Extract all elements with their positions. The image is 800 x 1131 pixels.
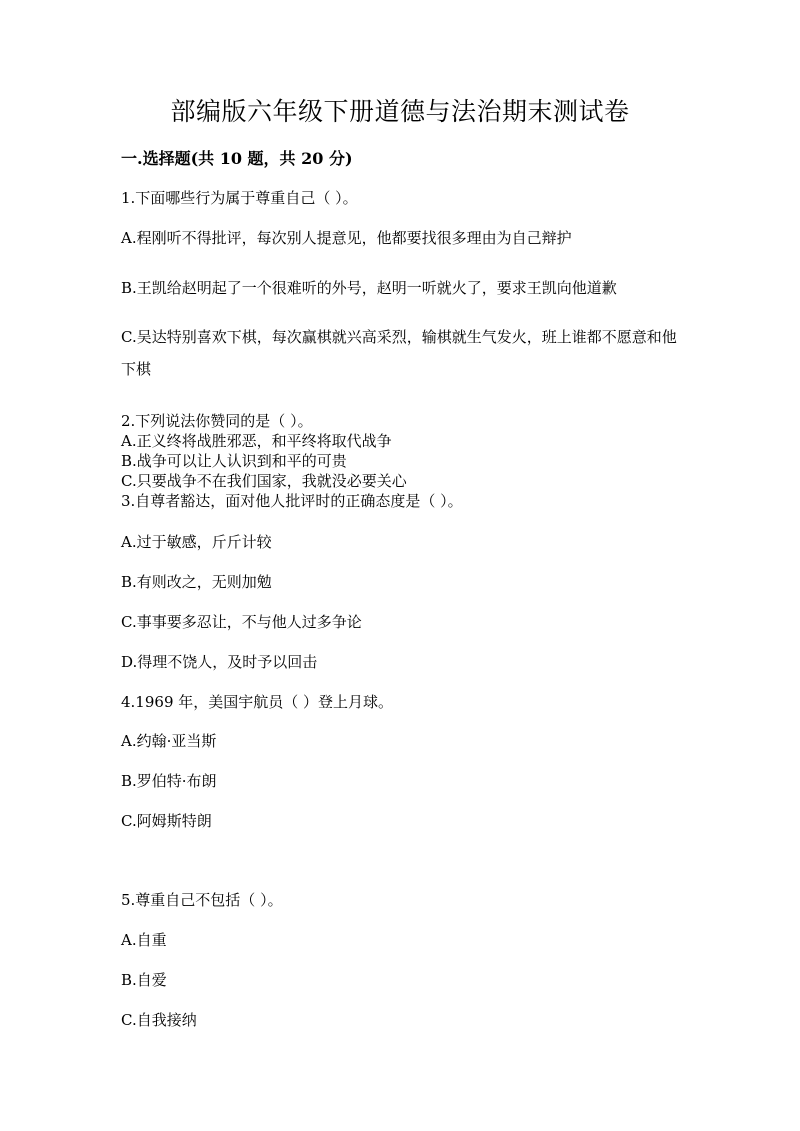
question-2-option-b: B.战争可以让人认识到和平的可贵 bbox=[121, 452, 347, 470]
question-2-option-a: A.正义终将战胜邪恶，和平终将取代战争 bbox=[121, 432, 392, 450]
question-1-option-b: B.王凯给赵明起了一个很难听的外号，赵明一听就火了，要求王凯向他道歉 bbox=[121, 279, 617, 297]
question-3-option-a: A.过于敏感，斤斤计较 bbox=[121, 533, 272, 551]
question-5-option-a: A.自重 bbox=[121, 931, 167, 949]
question-2-option-c: C.只要战争不在我们国家，我就没必要关心 bbox=[121, 472, 407, 490]
question-4-option-a: A.约翰·亚当斯 bbox=[121, 732, 217, 750]
question-3-option-b: B.有则改之，无则加勉 bbox=[121, 573, 272, 591]
question-3-option-c: C.事事要多忍让，不与他人过多争论 bbox=[121, 613, 362, 631]
question-1-option-a: A.程刚听不得批评，每次别人提意见，他都要找很多理由为自己辩护 bbox=[121, 229, 572, 247]
question-5-option-b: B.自爱 bbox=[121, 971, 167, 989]
question-4-option-b: B.罗伯特·布朗 bbox=[121, 772, 217, 790]
question-5-option-c: C.自我接纳 bbox=[121, 1011, 197, 1029]
question-1-option-c: C.吴达特别喜欢下棋，每次赢棋就兴高采烈，输棋就生气发火，班上谁都不愿意和他下棋 bbox=[121, 328, 677, 378]
question-2-stem: 2.下列说法你赞同的是（ ）。 bbox=[121, 412, 313, 430]
question-1-stem: 1.下面哪些行为属于尊重自己（ ）。 bbox=[121, 189, 358, 207]
page-title: 部编版六年级下册道德与法治期末测试卷 bbox=[170, 97, 630, 126]
question-4-stem: 4.1969 年，美国宇航员（ ）登上月球。 bbox=[121, 693, 394, 711]
question-3-stem: 3.自尊者豁达，面对他人批评时的正确态度是（ ）。 bbox=[121, 492, 463, 510]
question-4-option-c: C.阿姆斯特朗 bbox=[121, 812, 212, 830]
question-3-option-d: D.得理不饶人，及时予以回击 bbox=[121, 653, 318, 671]
question-5-stem: 5.尊重自己不包括（ ）。 bbox=[121, 891, 283, 909]
section-heading: 一.选择题(共 10 题，共 20 分) bbox=[121, 149, 353, 168]
